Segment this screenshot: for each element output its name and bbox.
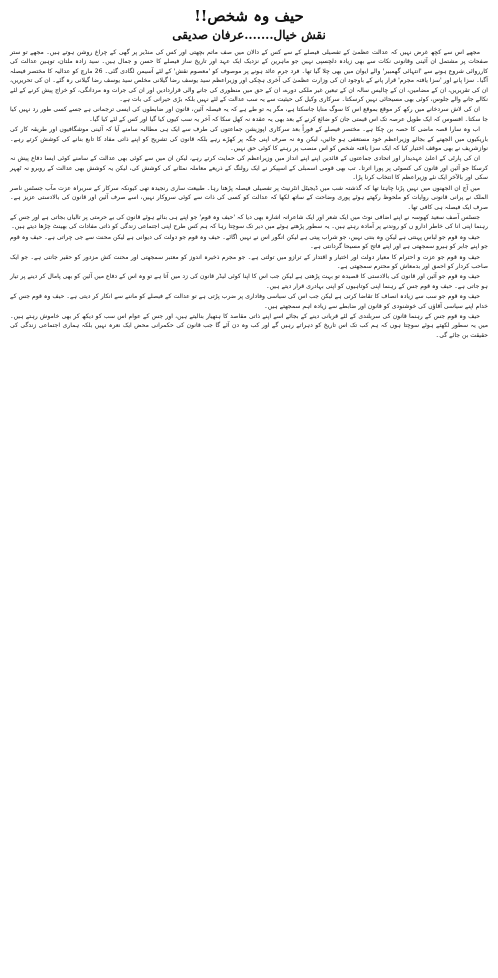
article-paragraph: میں آج ان الجھنوں میں نہیں پڑنا چاہتا تھا کہ گذشتہ شب میں ڈیجیٹل انٹرنیٹ پر تفصیلی فیصلہ پڑھتا رہا۔ طبیعت ساری رنجیدہ تھی کیونکہ سرکار کے سربراہ عزت مآب جسٹس ناصر الملک نے پرانی قانونی روایات کو ملحوظ رکھتے ہوئے پوری وضاحت کے ساتھ لکھا کہ عدالت کو کسی کی ذات سے کوئی سروکار نہیں، اسے صرف آئین اور قانون کی بالادستی عزیز ہے۔ صرف ایک فیصلہ ہی کافی تھا۔ [10,184,488,211]
article-paragraph: حیف وہ قوم جو عزت و احترام کا معیار دولت اور اختیار و اقتدار کے ترازو میں تولتی ہے۔ جو مجرم ذخیرہ اندوز کو معتبر سمجھتی اور محنت کش مزدور کو حقیر جانتی ہے۔ جو ایک صاحب کردار کو احمق اور بدمعاش کو محترم سمجھتی ہے۔ [10,253,488,270]
article-paragraph: حیف وہ قوم جس کے رہنما قانون کی سربلندی کے لئے قربانی دینے کے بجائے اسے اپنے ذاتی مقاصد کا ہتھیار بنالیتے ہیں، اور جس کے عوام اس سب کو دیکھ کر بھی خاموش رہتے ہیں۔ میں یہ سطور لکھتے ہوئے سوچتا ہوں کہ ہم کب تک اس تاریخ کو دہراتے رہیں گے اور کب وہ دن آئے گا جب قانون کی حکمرانی محض ایک نعرہ نہیں بلکہ ہماری اجتماعی زندگی کی حقیقت بن جائے گی۔ [10,312,488,339]
article-paragraph: حیف وہ قوم جو سب سے زیادہ انصاف کا تقاضا کرتی ہے لیکن جب اس کی سیاسی وفاداری پر ضرب پڑتی ہے تو عدالت کے فیصلے کو ماننے سے انکار کر دیتی ہے۔ حیف وہ قوم جس کے خدام اپنے سیاسی آقاؤں کی خوشنودی کو قانون اور ضابطے سے زیادہ اہم سمجھتے ہیں۔ [10,293,488,310]
article-paragraph: حیف وہ قوم جو لباس پہنتی ہے لیکن وہ بنتی نہیں، جو شراب پیتی ہے لیکن انگور اس نے نہیں اگائے۔ حیف وہ قوم جو دولت کی دیوانی ہے لیکن محنت سے جی چراتی ہے۔ حیف وہ قوم جو اپنے جابر کو ہیرو سمجھتی ہے اور اپنے فاتح کو مسیحا گردانتی ہے۔ [10,233,488,251]
article-byline: نقش خیال.......عرفان صدیقی [172,28,326,42]
article-headline: حیف وہ شخص!! [194,7,304,25]
article-paragraph: اب وہ سارا قصہ ماضی کا حصہ بن چکا ہے۔ مختصر فیصلے کے فوراً بعد سرکاری اپوزیشن جماعتوں کی طرف سے ایک ہی مطالبہ سامنے آیا کہ آئینی موشگافیوں اور طریقہ کار کی باریکیوں میں الجھنے کے بجائے وزیراعظم خود مستعفی ہو جائیں، لیکن وہ نہ صرف اپنی جگہ پر کھڑے رہے بلکہ قانون کی تشریح کو اپنے ذاتی مفاد کا تابع بنانے کی کوشش کرتے رہے۔ نوازشریف نے بھی موقف اختیار کیا کہ ایک سزا یافتہ شخص کو اس منصب پر رہنے کا کوئی حق نہیں۔ [10,126,488,153]
article-body [10,48,488,340]
article-paragraph: مجھے اس سے کچھ غرض نہیں کہ عدالت عظمیٰ کے تفصیلی فیصلے کے سے کس کے دالان میں صف ماتم بچھتی اور کس کی منڈیر پر گھی کے چراغ روشن ہوتے ہیں۔ مجھے تو ستر صفحات پر مشتمل ان آئینی وقانونی نکات سے بھی زیادہ دلچسپی نہیں جو ماہرین کے نزدیک ایک عہد اور تاریخ ساز فیصلے کا حسن و جمال ہیں۔ سید زادہ ملتان، توہین عدالت کی کارروائی شروع ہونے سے 'انتہائی گھمبیر' والے ایوان میں بھی چلا گیا تھا۔ فرد جرم عائد ہونے پر موصوف کو 'معصوم نقش' کے لئے آسیمن لگادی گئی۔ 26 مارچ کو عدالیہ کا مختصر فیصلہ آگیا۔ سزا پانے اور 'سزا یافتہ مجرم' قرار پانے کے باوجود ان کی وزارت عظمیٰ کی آخری ہچکی اور وزیراعظم سید یوسف رضا گیلانی مخلص سید یوسف رضا گیلانی رہ گئے۔ ان کی تحریریں، ان کی تقریریں، ان کے مضامین، ان کے چالیس سالہ ان کے تبعین غیر ملکی دورے، ان کے حق میں منظوری کی جانے والی قراردادیں اور ان کی جرات وہ مردانگی، کو خراج پیش کرنے کے لئے نکالے جانے والے جلوس، کوئی بھی مسیحائی نہیں کرسکتا۔ سرکاری وکیل کی حیثیت سے یہ سب عدالت کے لئے نہیں بلکہ بڑی حیرانی کی بات ہے۔ [10,49,488,104]
article-paragraph: ان کی پارٹی کے اعلیٰ عہدیدار اور اتحادی جماعتوں کے قائدین اپنے اپنے انداز میں وزیراعظم کی حمایت کرتے رہے، لیکن ان میں سے کوئی بھی عدالت کے سامنے کوئی ایسا دفاع پیش نہ کرسکا جو آئین اور قانون کی کسوٹی پر پورا اترتا۔ تب بھی قومی اسمبلی کے اسپیکر نے ایک رولنگ کے ذریعے معاملہ نمٹانے کی کوشش کی، لیکن یہ کوشش بھی عدالت کے روبرو نہ ٹھہر سکی اور بالآخر ایک نئے وزیراعظم کا انتخاب کرنا پڑا۔ [10,155,488,182]
article-paragraph: حیف وہ قوم جو آئین اور قانون کی بالادستی کا قصیدہ تو بہت پڑھتی ہے لیکن جب اس کا اپنا کوئی لیڈر قانون کی زد میں آتا ہے تو وہ اس کے دفاع میں آئین کو بھی پامال کر دینے پر تیار ہو جاتی ہے۔ حیف وہ قوم جس کے رہنما اپنی کوتاہیوں کو اپنی بہادری قرار دیتے ہیں۔ [10,273,488,290]
article-paragraph: ان کی لاش سردخانے میں رکھ کر موقع بموقع اس کا سوگ منایا جاسکتا ہے، مگر یہ تو طے ہے کہ یہ فیصلہ آئین، قانون اور ضابطوں کی ایسی ترجمانی ہے جسے کسی طور رد نہیں کیا جا سکتا۔ افسوس کہ ایک طویل عرصہ تک اس قیمتی جان کو ضائع کرنے کے بعد بھی یہ عقدہ نہ کھل سکا کہ آخر یہ سب کیوں کیا گیا اور کس کے لئے کیا گیا۔ [10,106,488,123]
article-paragraph: جسٹس آصف سعید کھوسہ نے اپنے اضافی نوٹ میں ایک شعر اور ایک شاعرانہ اشارہ بھی دیا کہ 'حیف وہ قوم' جو اپنے ہی بنائے ہوئے قانون کی بے حرمتی پر تالیاں بجاتی ہے اور جس کے رہنما اپنی انا کی خاطر ادارو ں کو روندنے پر آمادہ رہتے ہیں۔ یہ سطور پڑھتے ہوئے میں دیر تک سوچتا رہا کہ ہم کس طرح اپنی اجتماعی زندگی کو ذاتی مفادات کی بھینٹ چڑھا دیتے ہیں۔ [10,213,488,231]
